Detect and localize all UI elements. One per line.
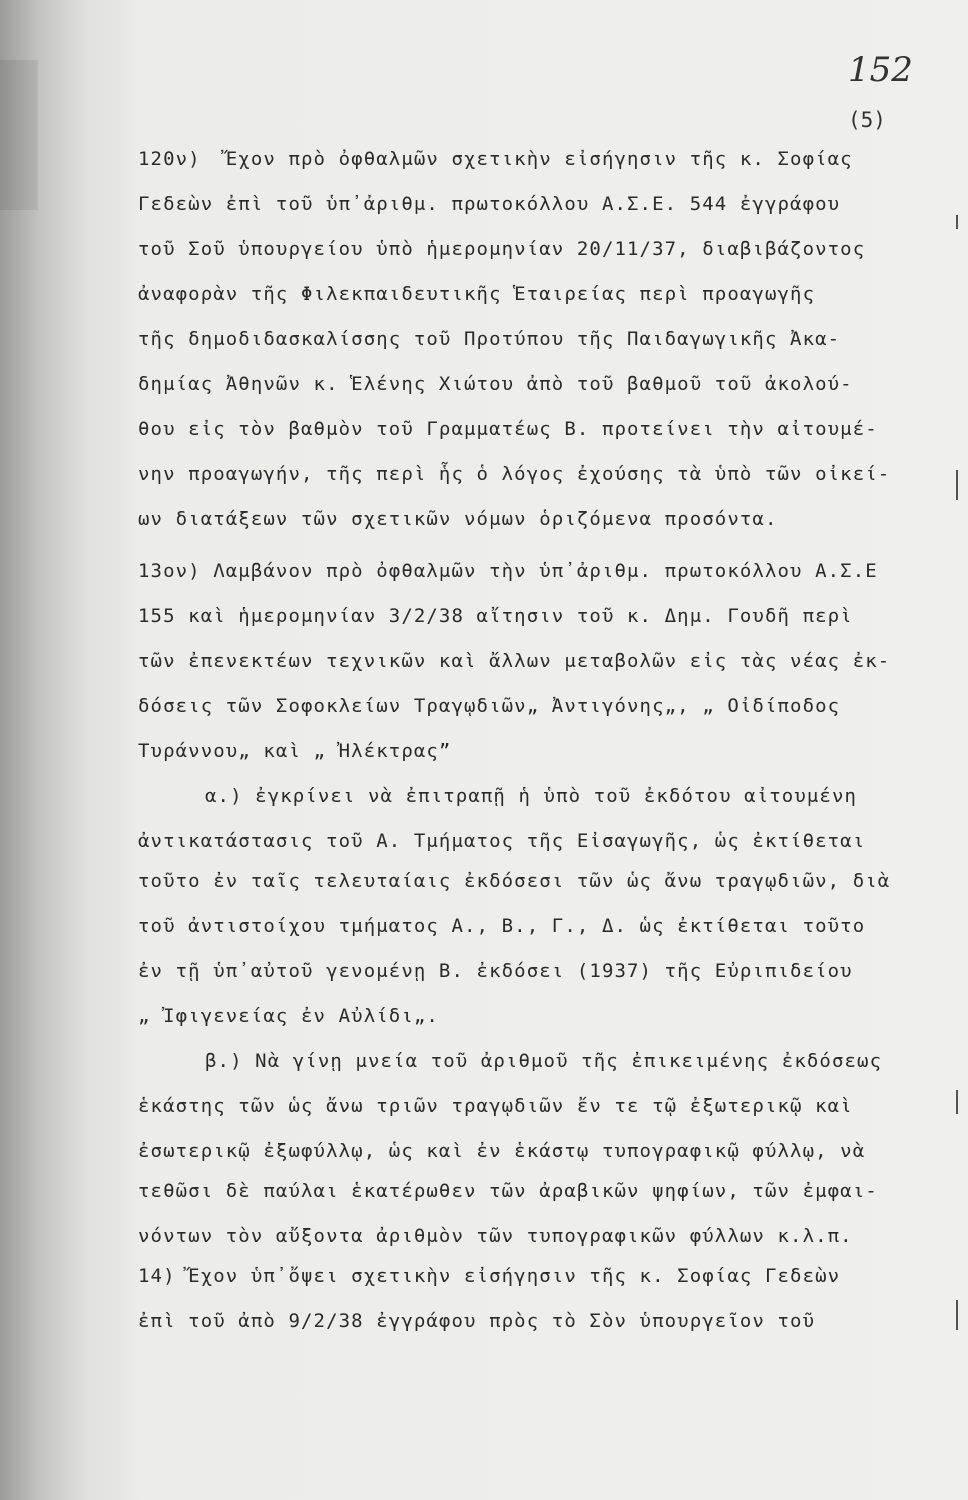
- margin-mark: [956, 1090, 958, 1114]
- text-line: 120ν) Ἔχον πρὸ ὀφθαλμῶν σχετικὴν εἰσήγησιν τῆς κ. Σοφίας: [138, 148, 853, 170]
- text-line: ἑκάστης τῶν ὡς ἄνω τριῶν τραγῳδιῶν ἔν τε τῷ ἐξωτερικῷ καὶ: [138, 1095, 853, 1117]
- text-line: τοῦτο ἐν ταῖς τελευταίαις ἐκδόσεσι τῶν ὡς ἄνω τραγῳδιῶν, διὰ: [138, 870, 891, 892]
- handwritten-page-number: 152: [848, 50, 913, 90]
- text-line: 155 καὶ ἡμερομηνίαν 3/2/38 αἴτησιν τοῦ κ. Δημ. Γουδῆ περὶ: [138, 605, 853, 627]
- margin-mark: [956, 215, 958, 229]
- text-line: νην προαγωγήν, τῆς περὶ ἧς ὁ λόγος ἐχούσης τὰ ὑπὸ τῶν οἰκεί-: [138, 463, 891, 485]
- text-line: ων διατάξεων τῶν σχετικῶν νόμων ὁριζόμενα προσόντα.: [138, 508, 778, 530]
- text-line: ἐσωτερικῷ ἐξωφύλλῳ, ὡς καὶ ἐν ἑκάστῳ τυπογραφικῷ φύλλῳ, νὰ: [138, 1140, 866, 1162]
- text-line: Γεδεὼν ἐπὶ τοῦ ὑπ᾽ἀριθμ. πρωτοκόλλου Α.Σ.Ε. 544 ἐγγράφου: [138, 193, 841, 215]
- text-line: τοῦ ἀντιστοίχου τμήματος Α., Β., Γ., Δ. ὡς ἐκτίθεται τοῦτο: [138, 915, 866, 937]
- text-line: „ Ἰφιγενείας ἐν Αὐλίδι„.: [138, 1005, 439, 1027]
- text-line: τῶν ἐπενεκτέων τεχνικῶν καὶ ἄλλων μεταβολῶν εἰς τὰς νέας ἐκ-: [138, 650, 891, 672]
- text-line: τοῦ Σοῦ ὑπουργείου ὑπὸ ἡμερομηνίαν 20/11/37, διαβιβάζοντος: [138, 238, 866, 260]
- text-line: δόσεις τῶν Σοφοκλείων Τραγῳδιῶν„ Ἀντιγόνης„, „ Οἰδίποδος: [138, 695, 841, 717]
- text-line: β.) Νὰ γίνῃ μνεία τοῦ ἀριθμοῦ τῆς ἐπικειμένης ἐκδόσεως: [205, 1050, 883, 1072]
- binding-strip: [0, 60, 38, 210]
- text-line: νόντων τὸν αὔξοντα ἀριθμὸν τῶν τυπογραφικῶν φύλλων κ.λ.π.: [138, 1225, 853, 1247]
- binding-shadow: [0, 0, 130, 1500]
- margin-mark: [956, 1300, 958, 1330]
- text-line: ἐπὶ τοῦ ἀπὸ 9/2/38 ἐγγράφου πρὸς τὸ Σὸν ὑπουργεῖον τοῦ: [138, 1310, 816, 1332]
- text-line: ἀναφορὰν τῆς Φιλεκπαιδευτικῆς Ἑταιρείας περὶ προαγωγῆς: [138, 283, 816, 305]
- typed-page-label: (5): [848, 108, 886, 132]
- text-line: ἀντικατάστασις τοῦ Α. Τμήματος τῆς Εἰσαγωγῆς, ὡς ἐκτίθεται: [138, 830, 866, 852]
- text-line: τῆς δημοδιδασκαλίσσης τοῦ Προτύπου τῆς Παιδαγωγικῆς Ἀκα-: [138, 328, 841, 350]
- text-line: θου εἰς τὸν βαθμὸν τοῦ Γραμματέως Β. προτείνει τὴν αἰτουμέ-: [138, 418, 878, 440]
- text-line: α.) ἐγκρίνει νὰ ἐπιτραπῇ ἡ ὑπὸ τοῦ ἐκδότου αἰτουμένη: [205, 785, 858, 807]
- text-line: τεθῶσι δὲ παύλαι ἑκατέρωθεν τῶν ἀραβικῶν ψηφίων, τῶν ἐμφαι-: [138, 1180, 878, 1202]
- text-line: ἐν τῇ ὑπ᾽αὐτοῦ γενομένῃ Β. ἐκδόσει (1937) τῆς Εὐριπιδείου: [138, 960, 853, 982]
- margin-mark: [956, 470, 958, 500]
- text-line: Τυράννου„ καὶ „ Ἠλέκτρας”: [138, 740, 452, 762]
- text-line: 14) Ἔχον ὑπ᾽ὄψει σχετικὴν εἰσήγησιν τῆς κ. Σοφίας Γεδεὼν: [138, 1265, 841, 1287]
- text-line: 13ον) Λαμβάνον πρὸ ὀφθαλμῶν τὴν ὑπ᾽ἀριθμ. πρωτοκόλλου Α.Σ.Ε: [138, 560, 878, 582]
- text-line: δημίας Ἀθηνῶν κ. Ἑλένης Χιώτου ἀπὸ τοῦ βαθμοῦ τοῦ ἀκολού-: [138, 373, 853, 395]
